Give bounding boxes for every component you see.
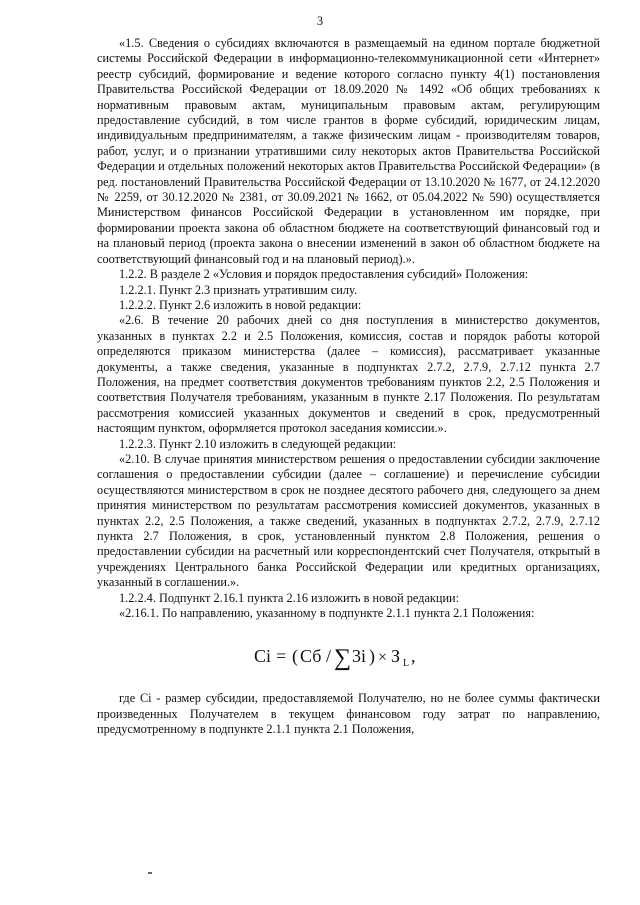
paragraph-2-16-1: «2.16.1. По направлению, указанному в подпункте 2.1.1 пункта 2.1 Положения: — [119, 606, 535, 621]
document-body — [97, 36, 600, 738]
formula-z: З — [390, 646, 400, 667]
paragraph-1-2-2-1: 1.2.2.1. Пункт 2.3 признать утратившим силу. — [119, 282, 358, 297]
formula-sigma: ∑ — [333, 645, 351, 672]
paragraph-1-5: «1.5. Сведения о субсидиях включаются в размещаемый на едином портале бюджетной системы Российской Федерации в информационно-телекоммуникационной сети «Интернет» реестр субсидий, формирование и ведение которого согласно пункту 4(1) постановления Правительства Российской Федерации от 18.09.2020 № 1492 «Об общих требованиях к нормативным правовым актам, муниципальным правовым актам, регулирующим предоставление субсидий, в том числе грантов в форме субсидий, юридическим лицам, индивидуальным предпринимателям, а также физическим лицам - производителям товаров, работ, услуг, и о признании утратившими силу некоторых актов Правительства Российской Федерации и отдельных положений некоторых актов Правительства Российской Федерации» (в ред. постановлений Правительства Российской Федерации от 13.10.2020 № 1677, от 24.12.2020 № 2259, от 30.12.2020 № 2381, от 30.09.2021 № 1662, от 05.04.2022 № 590) осуществляется Министерством финансов Российской Федерации в установленном им порядке, при формировании проекта закона об областном бюджете на соответствующий финансовый год и на плановый период (проекта закона о внесении изменений в закон об областном бюджете на соответствующий финансовый год и на плановый период).». — [97, 36, 600, 266]
paragraph-1-2-2-2: 1.2.2.2. Пункт 2.6 изложить в новой редакции: — [119, 297, 362, 312]
formula-close-paren: ) — [368, 646, 375, 667]
formula-z-subscript: L — [402, 658, 409, 670]
formula-slash: / — [325, 646, 331, 667]
paragraph-2-6: «2.6. В течение 20 рабочих дней со дня поступления в министерство документов, указанных в пунктах 2.2 и 2.5 Положения, комиссия, состав и порядок работы которой определяются приказом министерства (далее – комиссия), рассматривает указанные документы, а также сведения, указанные в подпунктах 2.7.2, 2.7.9, 2.7.12 пункта 2.7 Положения, на предмет соответствия документов требованиям пунктов 2.2, 2.5 Положения и соответствия Получателя требованиям, указанным в пункте 2.17 Положения. По результатам рассмотрения комиссией указанных документов и сведений в срок, предусмотренный настоящим пунктом, оформляется протокол заседания комиссии.». — [97, 313, 600, 436]
formula-open-paren: ( — [291, 646, 298, 667]
paragraph-1-2-2-4: 1.2.2.4. Подпункт 2.16.1 пункта 2.16 изложить в новой редакции: — [119, 590, 460, 605]
formula-term-3i: 3i — [351, 646, 366, 667]
formula-term-sb: Сб — [299, 646, 321, 667]
formula-graphic — [254, 633, 444, 677]
paragraph-definition-ci: где Ci - размер субсидии, предоставляемой Получателю, но не более суммы фактически произведенных Получателем в текущем финансовом году затрат по направлению, предусмотренному в подпункте 2.1.1 пункта 2.1 Положения, — [97, 691, 600, 737]
formula-lhs: Ci — [253, 646, 271, 667]
paragraph-1-2-2-3: 1.2.2.3. Пункт 2.10 изложить в следующей редакции: — [119, 436, 397, 451]
formula-times: × — [377, 649, 387, 667]
formula-equals: = — [275, 646, 286, 667]
subsidy-formula — [97, 629, 600, 681]
scan-mark — [148, 872, 152, 874]
page-number: 3 — [316, 14, 324, 28]
paragraph-2-10: «2.10. В случае принятия министерством решения о предоставлении субсидии заключение соглашения о предоставлении субсидии (далее – соглашение) и перечисление субсидии осуществляются министерством в срок не позднее десятого рабочего дня, следующего за днем принятия министерством по результатам рассмотрения комиссией документов, указанных в пунктах 2.2, 2.5 Положения, а также сведений, указанных в подпунктах 2.7.2, 2.7.9, 2.7.12 пункта 2.7 Положения, в срок, установленный пунктом 2.8 Положения, решения о предоставлении субсидии на расчетный или корреспондентский счет Получателя, открытый в учреждениях Центрального банка Российской Федерации или кредитных организациях, указанный в соглашении.». — [97, 451, 600, 590]
formula-comma: , — [410, 646, 415, 667]
paragraph-1-2-2: 1.2.2. В разделе 2 «Условия и порядок предоставления субсидий» Положения: — [119, 267, 529, 282]
